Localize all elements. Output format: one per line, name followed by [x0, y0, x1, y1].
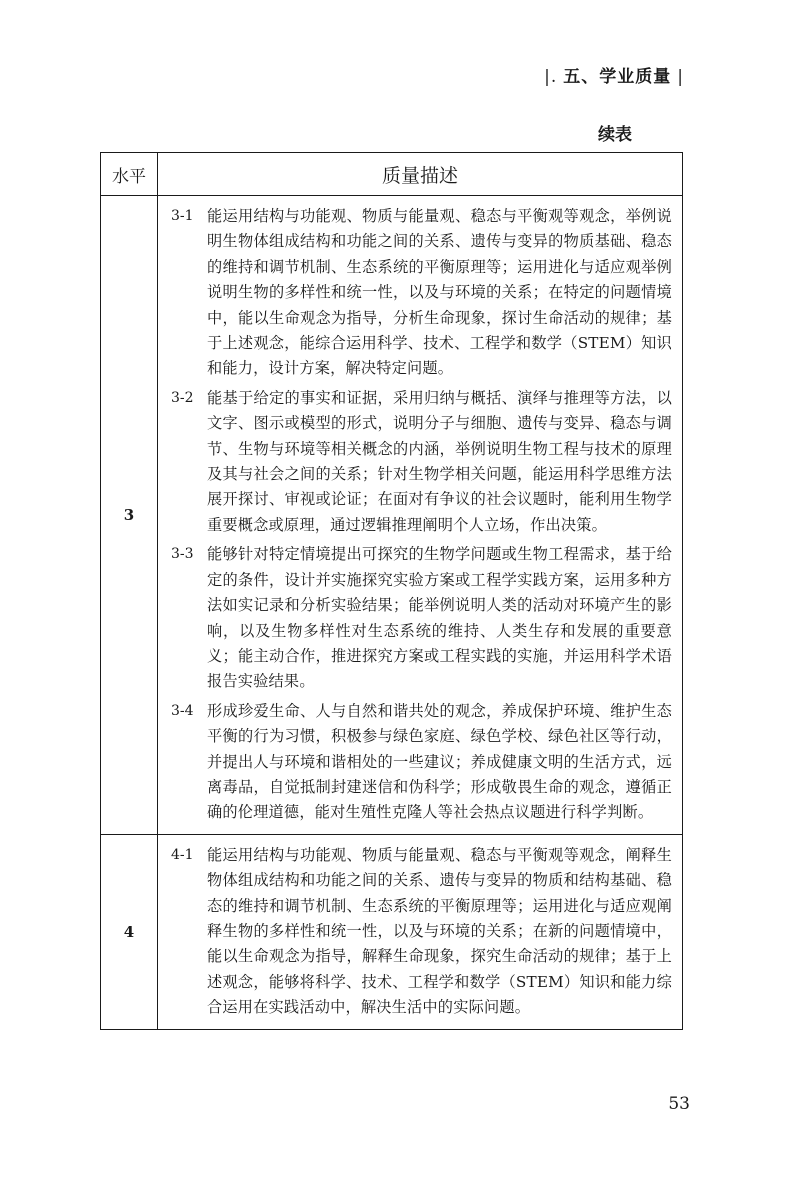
header-divider-right: |	[677, 67, 684, 87]
description-column-header: 质量描述	[158, 153, 683, 196]
header-divider-left: |.	[544, 67, 558, 87]
item-code: 3-1	[171, 208, 194, 224]
page-number: 53	[668, 1094, 690, 1114]
table-row	[101, 834, 683, 1029]
description-cell	[158, 834, 683, 1029]
list-item	[168, 204, 672, 382]
table-header-row	[101, 153, 683, 196]
item-text: 能够针对特定情境提出可探究的生物学问题或生物工程需求，基于给定的条件，设计并实施探究实验方案或工程学实践方案，运用多种方法如实记录和分析实验结果；能举例说明人类的活动对环境产生的影响，以及生物多样性对生态系统的维持、人类生存和发展的重要意义；能主动合作，推进探究方案或工程实践的实施，并运用科学术语报告实验结果。	[207, 545, 672, 691]
item-code: 3-3	[171, 546, 194, 563]
item-code: 3-2	[171, 389, 194, 406]
continued-label: 续表	[598, 125, 632, 145]
level-column-header: 水平	[101, 153, 158, 196]
item-code: 3-4	[171, 702, 194, 719]
item-code: 4-1	[171, 846, 194, 863]
table-row	[101, 196, 683, 835]
item-text: 能运用结构与功能观、物质与能量观、稳态与平衡观等观念，阐释生物体组成结构和功能之间的关系、遗传与变异的物质和结构基础、稳态的维持和调节机制、生态系统的平衡原理等；运用进化与适应观阐释生物的多样性和统一性，以及与环境的关系；在新的问题情境中，能以生命观念为指导，解释生命现象，探究生命活动的规律；基于上述观念，能够将科学、技术、工程学和数学（STEM）知识和能力综合运用在实践活动中，解决生活中的实际问题。	[207, 845, 672, 1017]
level-cell: 4	[101, 834, 158, 1029]
running-header	[538, 62, 690, 87]
quality-table	[100, 152, 683, 1030]
item-text: 形成珍爱生命、人与自然和谐共处的观念，养成保护环境、维护生态平衡的行为习惯，积极参与绿色家庭、绿色学校、绿色社区等行动，并提出人与环境和谐相处的一些建议；养成健康文明的生活方式，远离毒品，自觉抵制封建迷信和伪科学；形成敬畏生命的观念，遵循正确的伦理道德，能对生殖性克隆人等社会热点议题进行科学判断。	[207, 701, 672, 822]
section-title: 五、学业质量	[563, 67, 672, 87]
item-text: 能运用结构与功能观、物质与能量观、稳态与平衡观等观念，举例说明生物体组成结构和功能之间的关系、遗传与变异的物质基础、稳态的维持和调节机制、生态系统的平衡原理等；运用进化与适应观举例说明生物的多样性和统一性，以及与环境的关系；在特定的问题情境中，能以生命观念为指导，分析生命现象，探讨生命活动的规律；基于上述观念，能综合运用科学、技术、工程学和数学（STEM）知识和能力，设计方案，解决特定问题。	[207, 207, 672, 378]
level-cell: 3	[101, 196, 158, 835]
list-item	[168, 699, 672, 826]
list-item	[168, 843, 672, 1021]
description-cell	[158, 196, 683, 835]
item-text: 能基于给定的事实和证据，采用归纳与概括、演绎与推理等方法，以文字、图示或模型的形式，说明分子与细胞、遗传与变异、稳态与调节、生物与环境等相关概念的内涵，举例说明生物工程与技术的原理及其与社会之间的关系；针对生物学相关问题，能运用科学思维方法展开探讨、审视或论证；在面对有争议的社会议题时，能利用生物学重要概念或原理，通过逻辑推理阐明个人立场，作出决策。	[207, 388, 672, 534]
list-item	[168, 542, 672, 694]
list-item	[168, 386, 672, 538]
